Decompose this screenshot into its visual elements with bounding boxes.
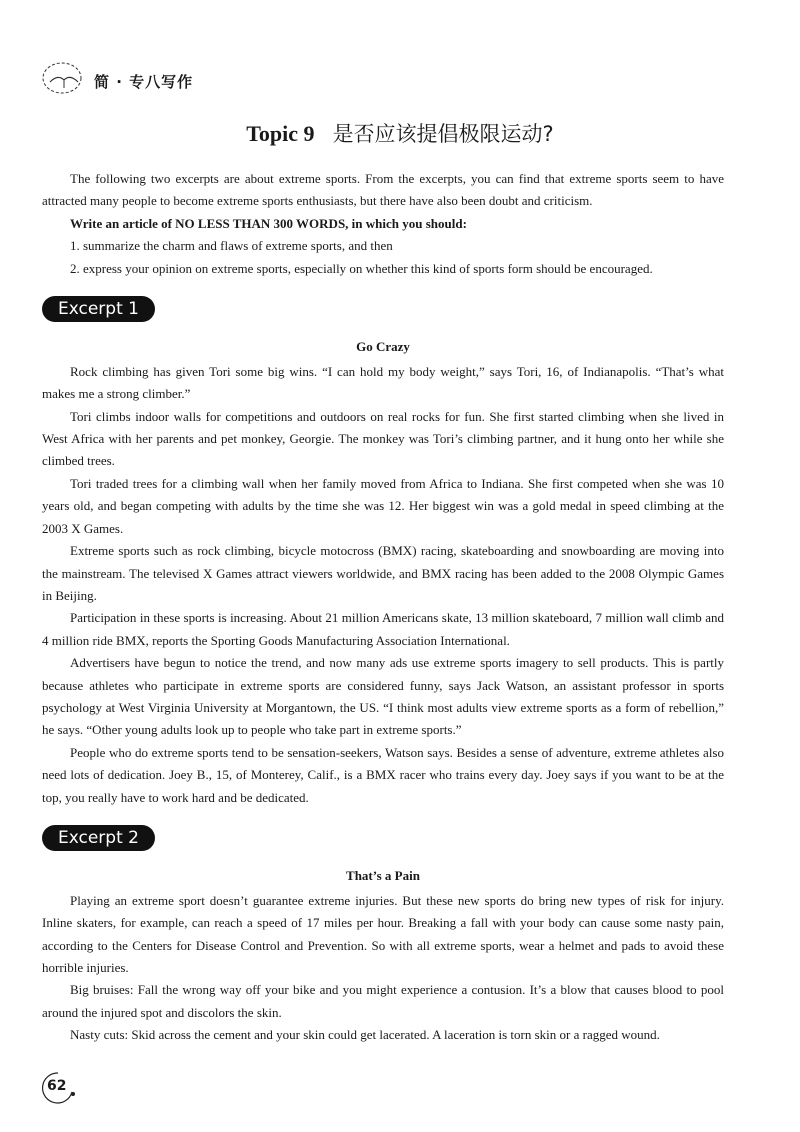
excerpt-2-paragraph: Big bruises: Fall the wrong way off your bike and you might experience a contusion. It’s a blow that causes blood to pool around the injured spot and discolors the skin. bbox=[42, 982, 724, 1020]
excerpt-1-badge: Excerpt 1 bbox=[42, 296, 155, 322]
page-number bbox=[38, 1070, 74, 1106]
page-title bbox=[0, 118, 800, 148]
instruction-line: Write an article of NO LESS THAN 300 WORDS, in which you should: bbox=[70, 215, 467, 231]
open-book-circle-icon bbox=[40, 60, 90, 101]
excerpt-1-title: Go Crazy bbox=[356, 339, 410, 355]
excerpt-1-paragraph: Participation in these sports is increasing. About 21 million Americans skate, 13 million skateboard, 7 million wall climb and 4 million ride BMX, reports the Sporting Goods Manufacturing Association International. bbox=[42, 610, 724, 648]
excerpt-2-section bbox=[42, 809, 724, 1047]
topic-number: Topic 9 bbox=[246, 121, 315, 146]
excerpt-1-paragraph: Tori traded trees for a climbing wall when her family moved from Africa to Indiana. She first competed when she was 10 years old, and began competing with adults by the time she was 12. Her biggest win was a gold medal in speed climbing at the 2003 X Games. bbox=[42, 475, 724, 536]
instruction-item: 2. express your opinion on extreme sports, especially on whether this kind of sports form should be encouraged. bbox=[70, 260, 653, 276]
excerpt-1-paragraph: People who do extreme sports tend to be sensation-seekers, Watson says. Besides a sense of adventure, extreme athletes also need lots of dedication. Joey B., 15, of Monterey, Calif., is a BMX racer who trains every day. Joey says if you want to be at the top, you really have to work hard and be dedicated. bbox=[42, 744, 724, 805]
excerpt-2-badge: Excerpt 2 bbox=[42, 825, 155, 851]
excerpt-1-paragraph: Tori climbs indoor walls for competitions and outdoors on real rocks for fun. She first started climbing when she lived in West Africa with her parents and pet monkey, Georgie. The monkey was Tori’s climbing partner, and it hung onto her while she climbed trees. bbox=[42, 408, 724, 469]
excerpt-2-title: That’s a Pain bbox=[346, 868, 420, 884]
document-body bbox=[42, 168, 724, 1047]
excerpt-2-paragraph: Playing an extreme sport doesn’t guarantee extreme injuries. But these new sports do bring new types of risk for injury. Inline skaters, for example, can reach a speed of 17 miles per hour. Breaking a fall with your body can cause some nasty pain, according to the Centers for Disease Control and Prevention. So with all extreme sports, wear a helmet and pads to avoid these horrible injuries. bbox=[42, 892, 724, 975]
intro-paragraph: The following two excerpts are about extreme sports. From the excerpts, you can find that extreme sports seem to have attracted many people to become extreme sports enthusiasts, but there have also been doubt and criticism. bbox=[42, 171, 724, 209]
header-label: 简 · 专八写作 bbox=[94, 73, 194, 91]
excerpt-1-section bbox=[42, 280, 724, 809]
excerpt-1-paragraph: Rock climbing has given Tori some big wins. “I can hold my body weight,” says Tori, 16, of Indianapolis. “That’s what makes me a strong climber.” bbox=[42, 363, 724, 402]
instruction-item: 1. summarize the charm and flaws of extreme sports, and then bbox=[70, 238, 393, 254]
page-number-label: 62 bbox=[47, 1078, 67, 1094]
excerpt-2-paragraph: Nasty cuts: Skid across the cement and your skin could get lacerated. A laceration is torn skin or a ragged wound. bbox=[70, 1027, 660, 1043]
excerpt-1-paragraph: Advertisers have begun to notice the trend, and now many ads use extreme sports imagery to sell products. This is partly because athletes who participate in extreme sports are considered funny, says Jack Watson, an assistant professor in sports psychology at West Virginia University at Morgantown, the US. “I think most adults view extreme sports as a form of rebellion,” he says. “Other young adults look up to people who take part in extreme sports.” bbox=[42, 655, 724, 738]
excerpt-1-paragraph: Extreme sports such as rock climbing, bicycle motocross (BMX) racing, skateboarding and snowboarding are moving into the mainstream. The televised X Games attract viewers worldwide, and BMX racing has been added to the 2008 Olympic Games in Beijing. bbox=[42, 543, 724, 603]
running-header bbox=[40, 60, 240, 100]
topic-title: 是否应该提倡极限运动? bbox=[332, 122, 554, 146]
